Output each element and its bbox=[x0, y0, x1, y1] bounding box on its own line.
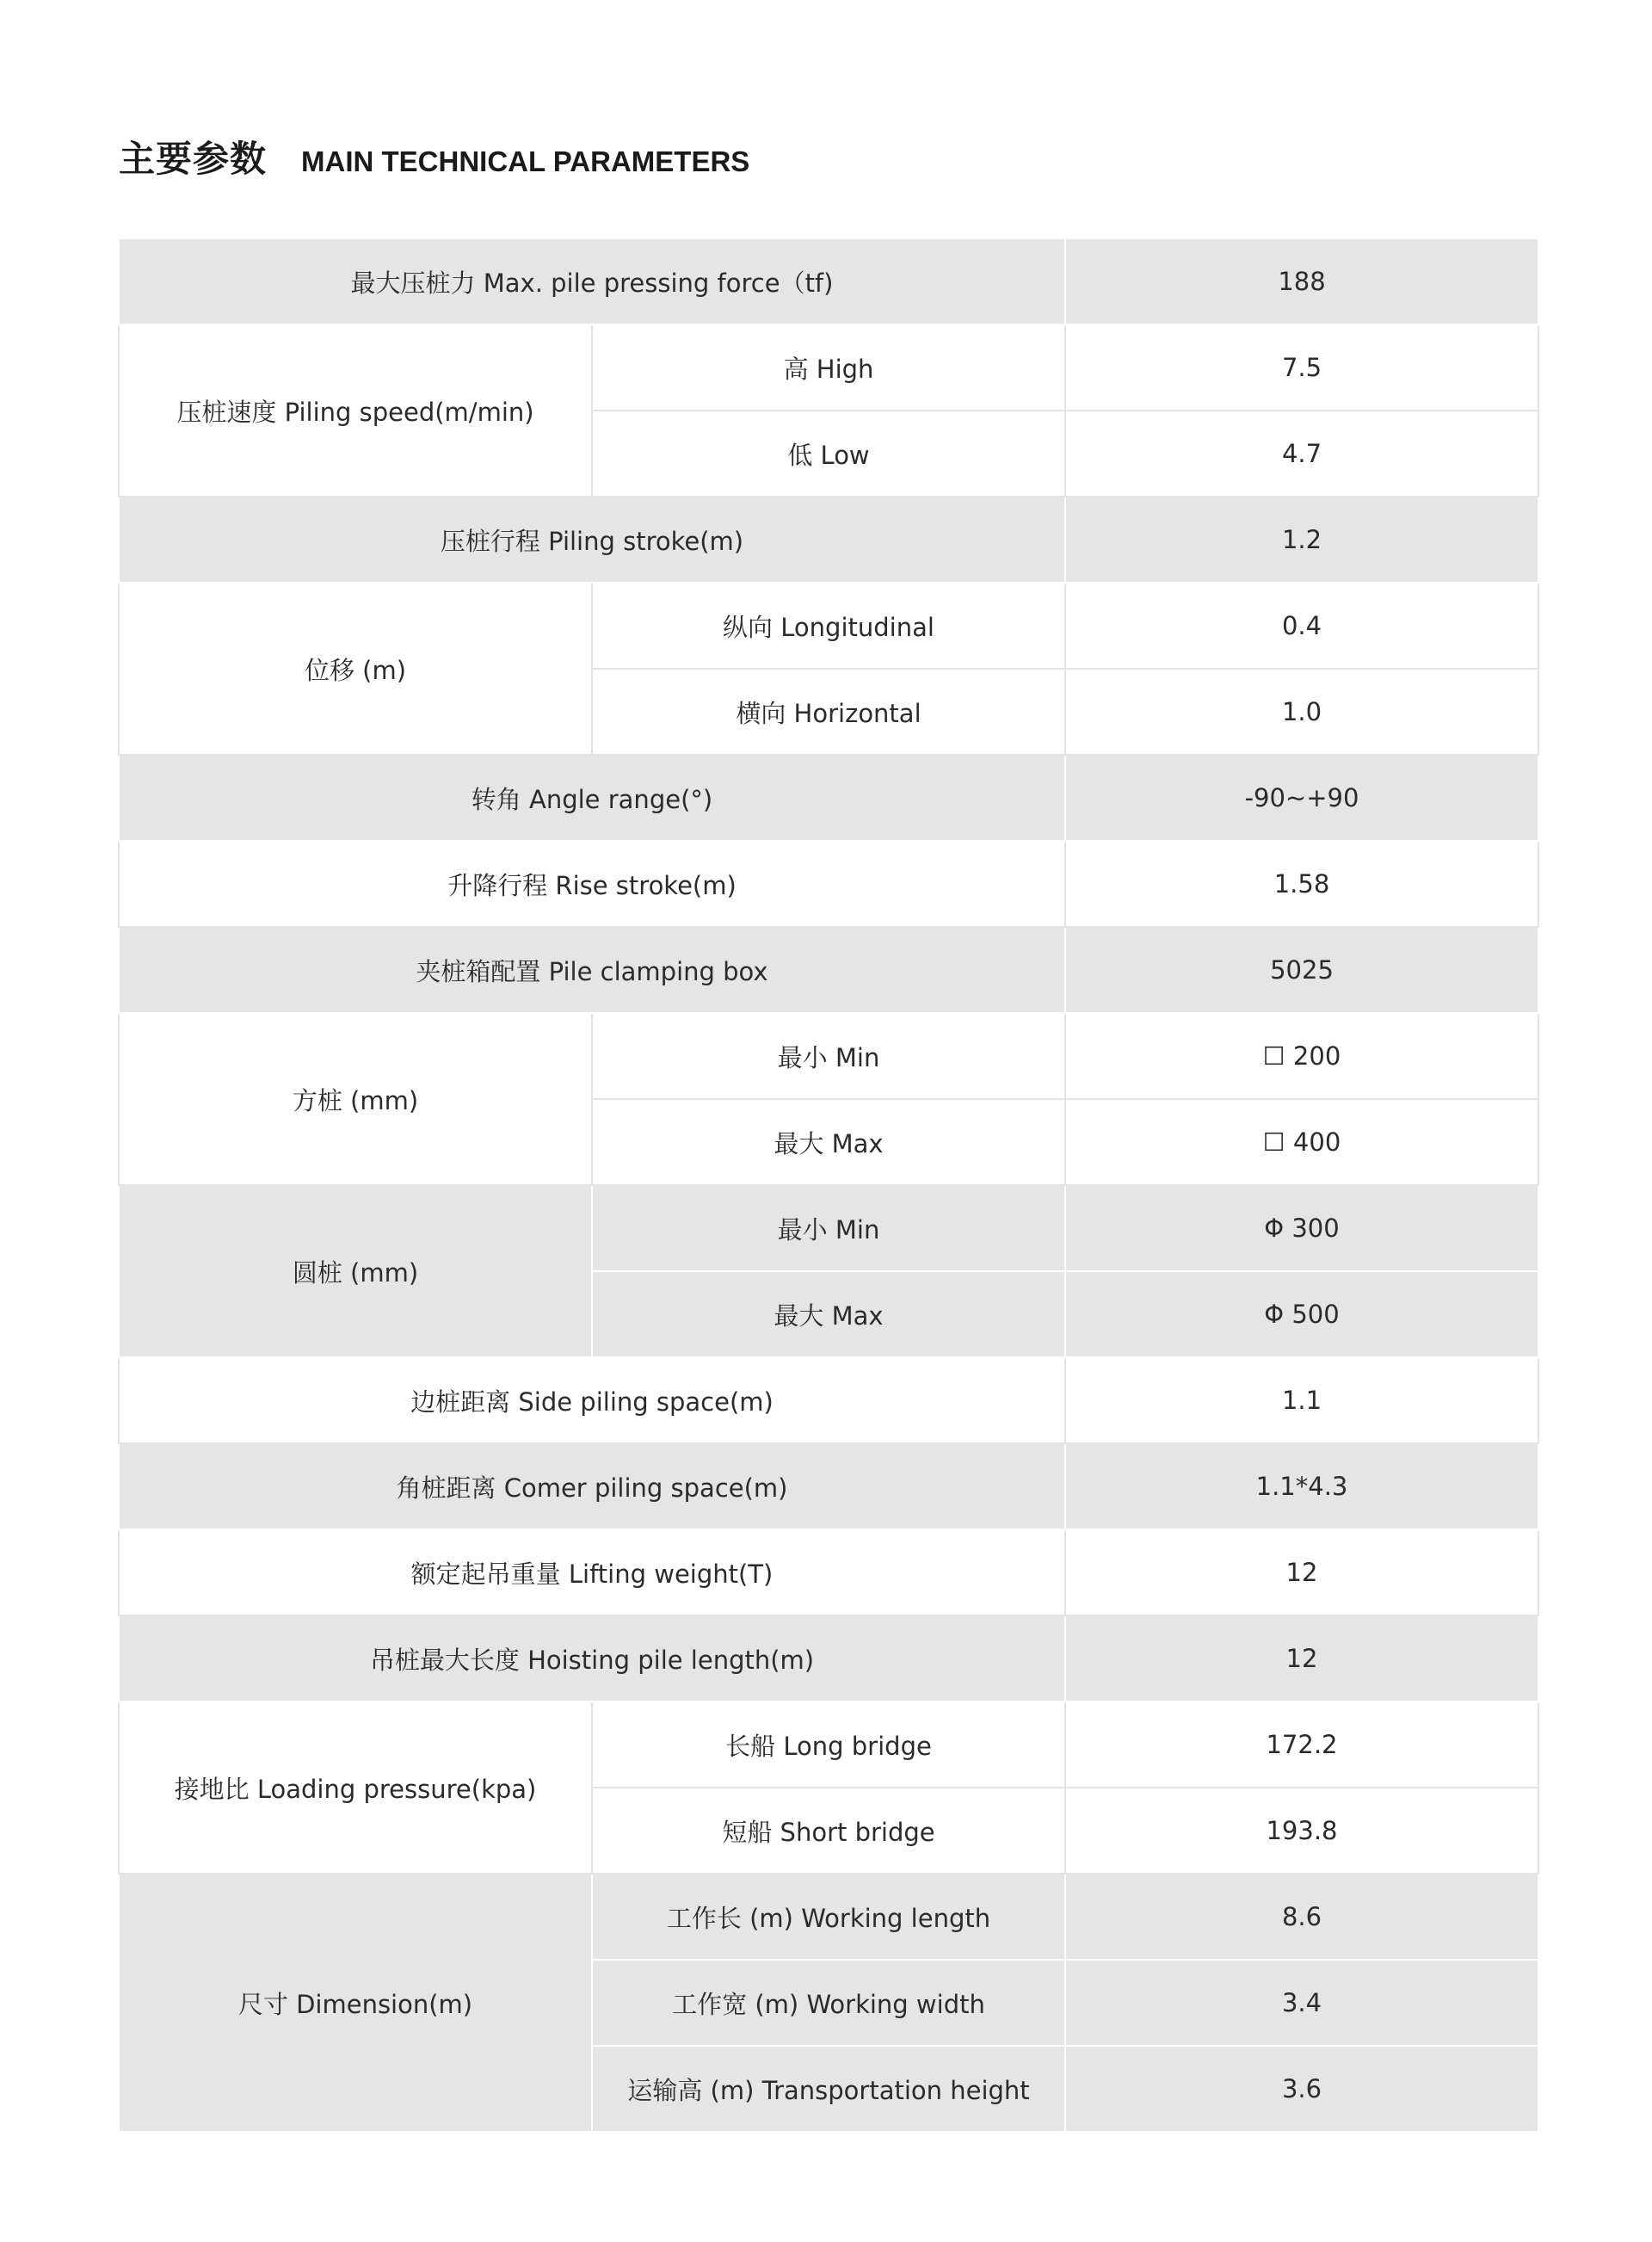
row-label: 最大压桩力 Max. pile pressing force（tf) bbox=[119, 238, 1065, 324]
row-label: 压桩速度 Piling speed(m/min) bbox=[119, 324, 592, 497]
table-row-piling-stroke bbox=[119, 497, 1538, 583]
row-label: 额定起吊重量 Lifting weight(T) bbox=[119, 1529, 1065, 1615]
row-value: 5025 bbox=[1065, 927, 1538, 1013]
row-value: 12 bbox=[1065, 1615, 1538, 1702]
row-label: 夹桩箱配置 Pile clamping box bbox=[119, 927, 1065, 1013]
row-label: 位移 (m) bbox=[119, 583, 592, 755]
table-row-round-pile bbox=[119, 1185, 1538, 1271]
row-value: -90~+90 bbox=[1065, 755, 1538, 841]
row-value: 188 bbox=[1065, 238, 1538, 324]
row-value: 12 bbox=[1065, 1529, 1538, 1615]
row-value: ☐ 200 bbox=[1065, 1013, 1538, 1099]
page-header bbox=[119, 131, 749, 182]
row-label: 角桩距离 Comer piling space(m) bbox=[119, 1443, 1065, 1529]
row-value: ☐ 400 bbox=[1065, 1099, 1538, 1185]
row-value: 3.4 bbox=[1065, 1960, 1538, 2046]
table-row-rise-stroke bbox=[119, 841, 1538, 927]
table-row-side-piling-space bbox=[119, 1357, 1538, 1443]
row-label: 压桩行程 Piling stroke(m) bbox=[119, 497, 1065, 583]
sub-label: 低 Low bbox=[592, 411, 1065, 497]
row-value: 3.6 bbox=[1065, 2046, 1538, 2132]
row-label: 吊桩最大长度 Hoisting pile length(m) bbox=[119, 1615, 1065, 1702]
table-row-lifting-weight bbox=[119, 1529, 1538, 1615]
table-row-piling-speed bbox=[119, 324, 1538, 411]
row-value: 8.6 bbox=[1065, 1874, 1538, 1960]
sub-label: 最大 Max bbox=[592, 1271, 1065, 1357]
table-row-hoisting-pile-length bbox=[119, 1615, 1538, 1702]
sub-label: 最小 Min bbox=[592, 1013, 1065, 1099]
row-value: Φ 500 bbox=[1065, 1271, 1538, 1357]
row-value: 7.5 bbox=[1065, 324, 1538, 411]
table-row-displacement bbox=[119, 583, 1538, 669]
sub-label: 最大 Max bbox=[592, 1099, 1065, 1185]
row-value: Φ 300 bbox=[1065, 1185, 1538, 1271]
table-row-loading-pressure bbox=[119, 1702, 1538, 1788]
row-value: 0.4 bbox=[1065, 583, 1538, 669]
table-row-dimension bbox=[119, 1874, 1538, 1960]
sub-label: 工作宽 (m) Working width bbox=[592, 1960, 1065, 2046]
sub-label: 长船 Long bridge bbox=[592, 1702, 1065, 1788]
sub-label: 短船 Short bridge bbox=[592, 1788, 1065, 1874]
row-value: 1.2 bbox=[1065, 497, 1538, 583]
table-row-square-pile bbox=[119, 1013, 1538, 1099]
sub-label: 高 High bbox=[592, 324, 1065, 411]
sub-label: 最小 Min bbox=[592, 1185, 1065, 1271]
page-title-en: MAIN TECHNICAL PARAMETERS bbox=[301, 145, 750, 177]
sub-label: 横向 Horizontal bbox=[592, 669, 1065, 755]
row-value: 172.2 bbox=[1065, 1702, 1538, 1788]
sub-label: 运输高 (m) Transportation height bbox=[592, 2046, 1065, 2132]
row-value: 1.58 bbox=[1065, 841, 1538, 927]
row-value: 1.0 bbox=[1065, 669, 1538, 755]
row-label: 升降行程 Rise stroke(m) bbox=[119, 841, 1065, 927]
row-label: 圆桩 (mm) bbox=[119, 1185, 592, 1357]
row-label: 接地比 Loading pressure(kpa) bbox=[119, 1702, 592, 1874]
parameters-table bbox=[118, 238, 1539, 2133]
table-row-angle-range bbox=[119, 755, 1538, 841]
row-value: 4.7 bbox=[1065, 411, 1538, 497]
row-value: 1.1 bbox=[1065, 1357, 1538, 1443]
sub-label: 纵向 Longitudinal bbox=[592, 583, 1065, 669]
row-value: 1.1*4.3 bbox=[1065, 1443, 1538, 1529]
row-label: 转角 Angle range(°) bbox=[119, 755, 1065, 841]
sub-label: 工作长 (m) Working length bbox=[592, 1874, 1065, 1960]
row-value: 193.8 bbox=[1065, 1788, 1538, 1874]
row-label: 边桩距离 Side piling space(m) bbox=[119, 1357, 1065, 1443]
row-label: 尺寸 Dimension(m) bbox=[119, 1874, 592, 2132]
table-row-max-force bbox=[119, 238, 1538, 324]
table-row-corner-piling-space bbox=[119, 1443, 1538, 1529]
page-title-zh: 主要参数 bbox=[119, 138, 268, 180]
table-row-clamping-box bbox=[119, 927, 1538, 1013]
row-label: 方桩 (mm) bbox=[119, 1013, 592, 1185]
